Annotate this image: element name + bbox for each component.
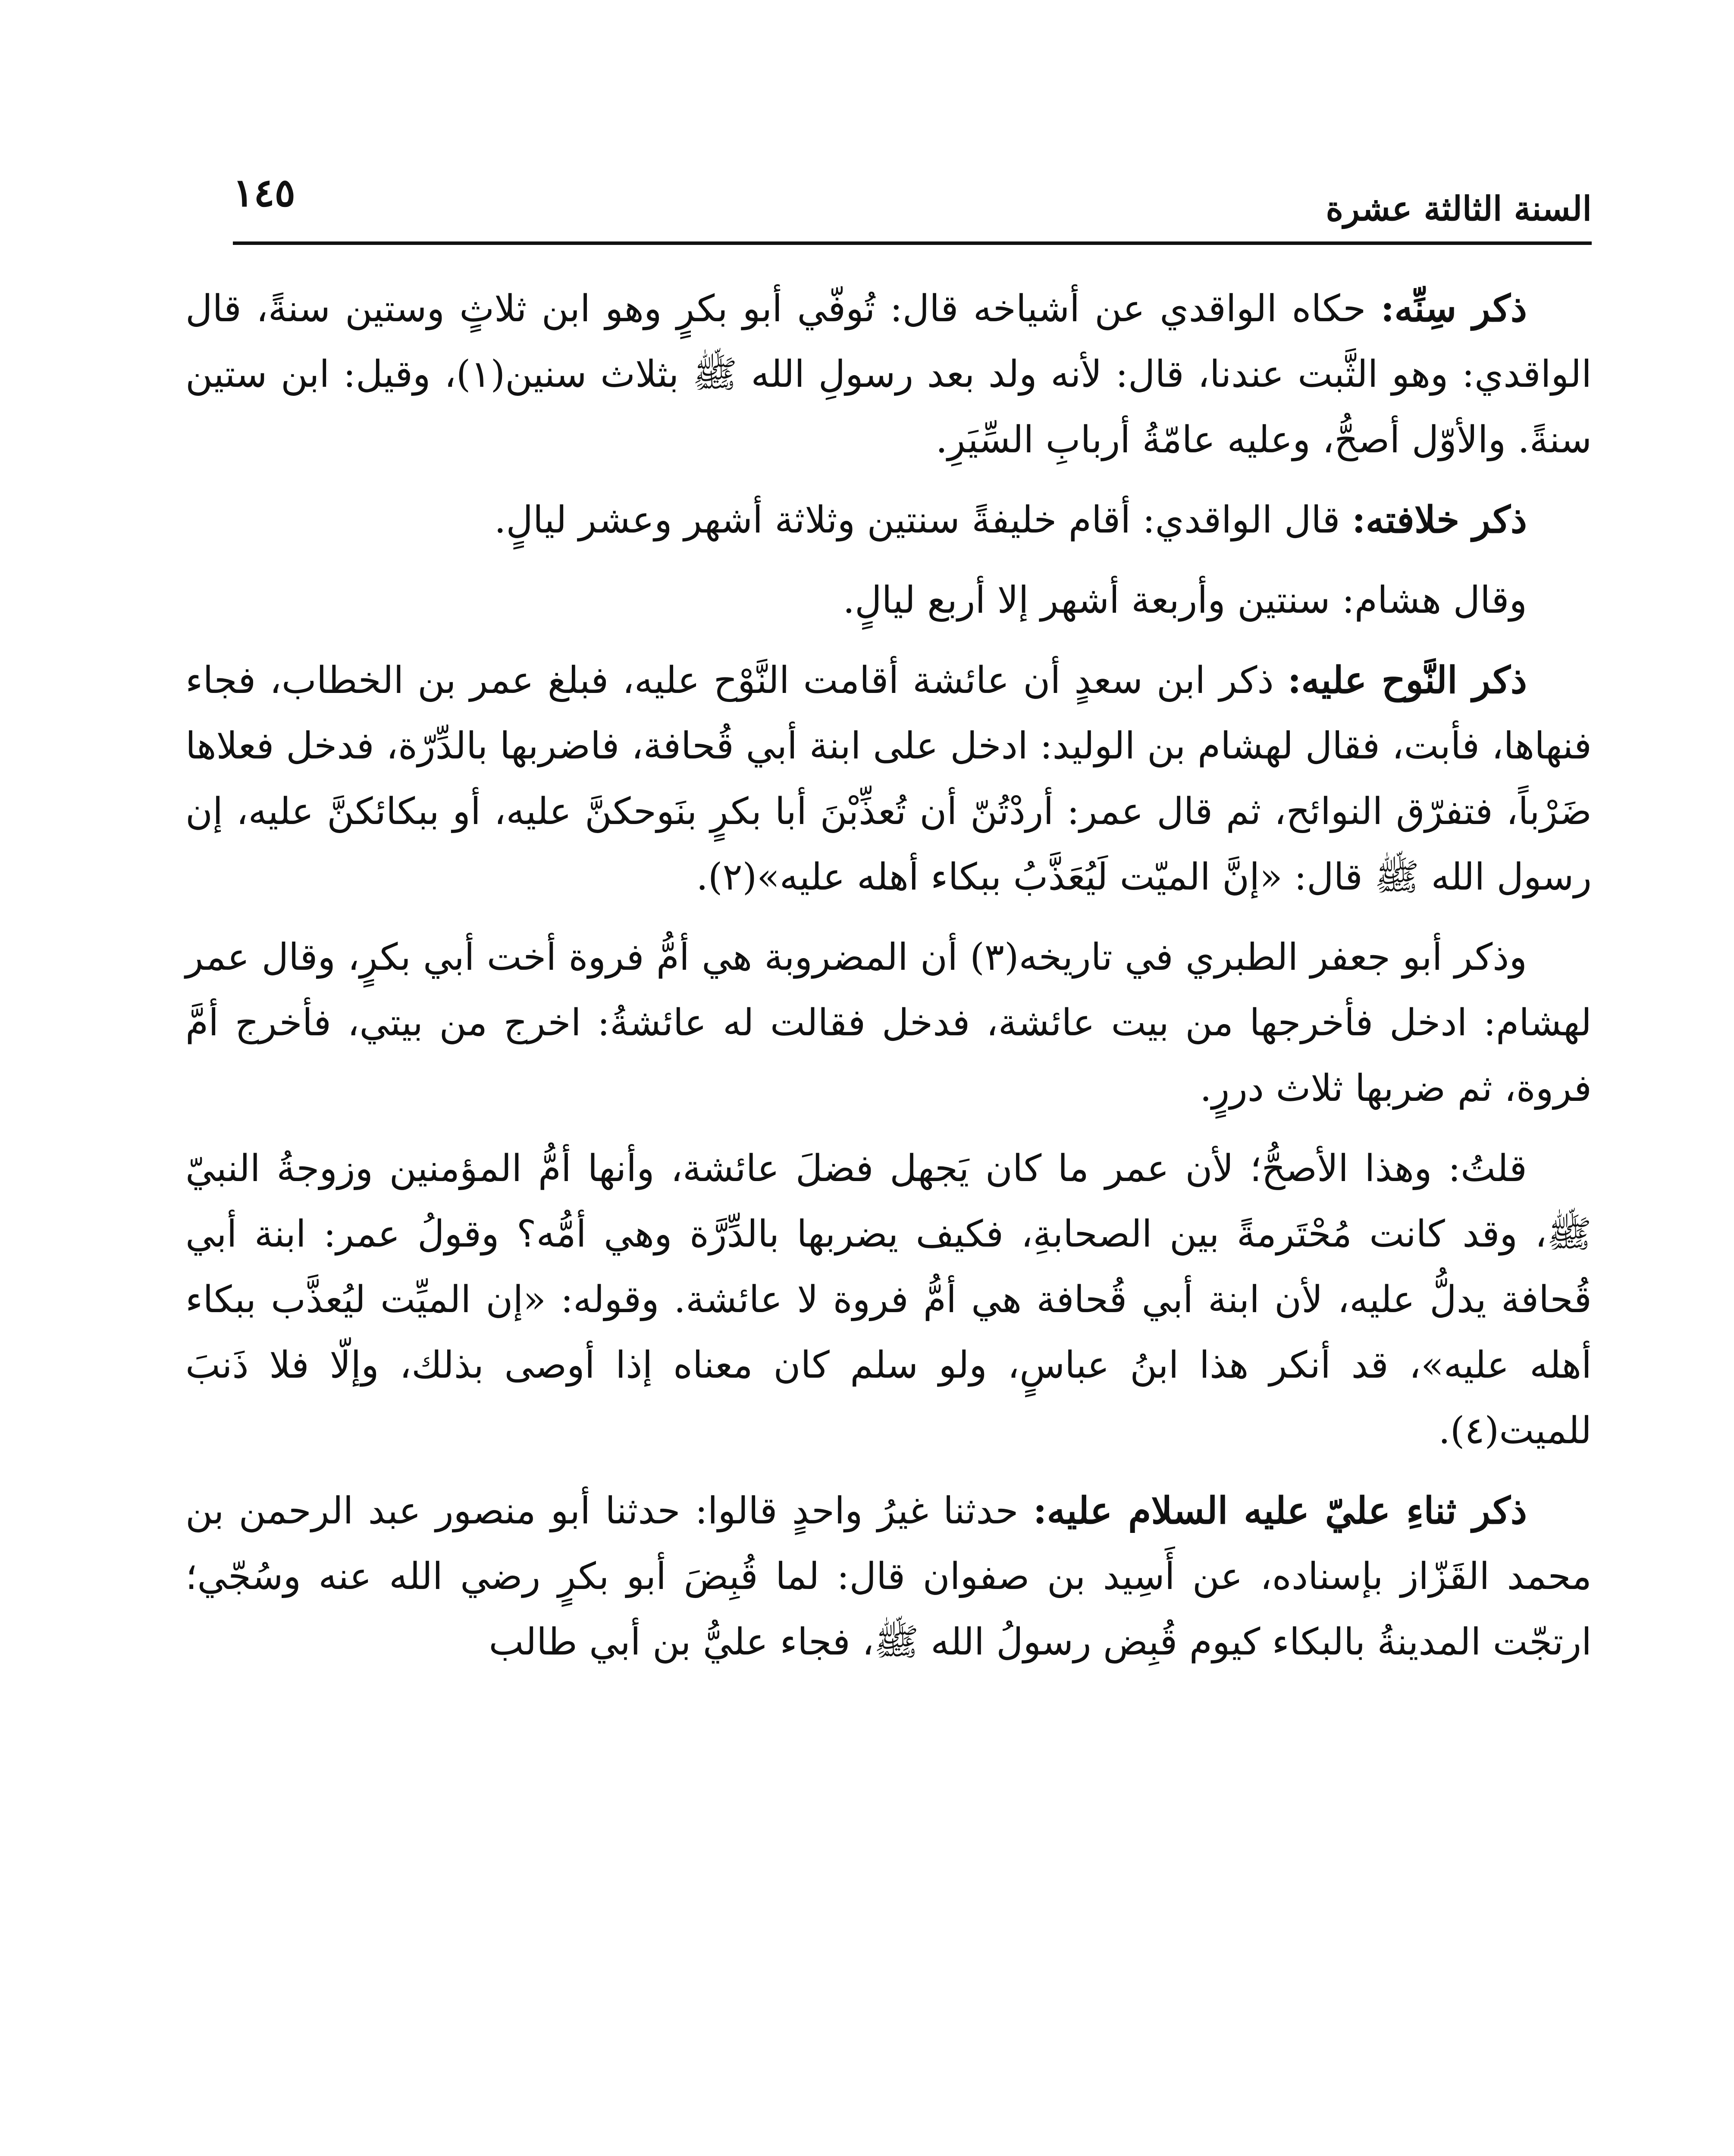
- paragraph-text: حكاه الواقدي عن أشياخه قال: تُوفّي أبو بكرٍ وهو ابن ثلاثٍ وستين سنةً، قال الواقدي: وهو الثَّبت عندنا، قال: لأنه ولد بعد رسولِ الله ﷺ بثلاث سنين(١)، وقيل: ابن ستين سنةً. والأوّل أصحُّ، وعليه عامّةُ أربابِ السِّيَرِ.: [185, 287, 1592, 461]
- page-header: [233, 142, 1592, 245]
- paragraph-text: قلتُ: وهذا الأصحُّ؛ لأن عمر ما كان يَجهل فضلَ عائشة، وأنها أمُّ المؤمنين وزوجةُ النبيّ ﷺ، وقد كانت مُحْتَرمةً بين الصحابةِ، فكيف يضربها بالدِّرَّة وهي أمُّه؟ وقولُ عمر: ابنة أبي قُحافة يدلُّ عليه، لأن ابنة أبي قُحافة هي أمُّ فروة لا عائشة. وقوله: «إن الميِّت ليُعذَّب ببكاء أهله عليه»، قد أنكر هذا ابنُ عباسٍ، ولو سلم كان معناه إذا أوصى بذلك، وإلّا فلا ذَنبَ للميت(٤).: [185, 1147, 1592, 1452]
- section-heading: ذكر ثناءِ عليّ عليه السلام عليه:: [1033, 1489, 1527, 1532]
- paragraph-mourning: [185, 648, 1592, 910]
- section-heading: ذكر خلافته:: [1351, 498, 1527, 542]
- section-heading: ذكر النَّوح عليه:: [1287, 658, 1527, 702]
- paragraph-text: وقال هشام: سنتين وأربعة أشهر إلا أربع ليالٍ.: [843, 579, 1527, 622]
- paragraph-text: قال الواقدي: أقام خليفةً سنتين وثلاثة أشهر وعشر ليالٍ.: [494, 498, 1352, 542]
- running-title: السنة الثالثة عشرة: [1326, 189, 1592, 229]
- paragraph-text: حدثنا غيرُ واحدٍ قالوا: حدثنا أبو منصور عبد الرحمن بن محمد القَزّاز بإسناده، عن أَسِيد بن صفوان قال: لما قُبِضَ أبو بكرٍ رضي الله عنه وسُجّي؛ ارتجّت المدينةُ بالبكاء كيوم قُبِض رسولُ الله ﷺ، فجاء عليُّ بن أبي طالب: [185, 1489, 1592, 1664]
- paragraph-hisham: [185, 567, 1592, 633]
- main-text: [185, 276, 1592, 1689]
- paragraph-text: ذكر ابن سعدٍ أن عائشة أقامت النَّوْح عليه، فبلغ عمر بن الخطاب، فجاء فنهاها، فأبت، فقال لهشام بن الوليد: ادخل على ابنة أبي قُحافة، فاضربها بالدِّرّة، فدخل فعلاها ضَرْباً، فتفرّق النوائح، ثم قال عمر: أردْتُنّ أن تُعذِّبْنَ أبا بكرٍ بنَوحكنَّ عليه، أو ببكائكنَّ عليه، إن رسول الله ﷺ قال: «إنَّ الميّت لَيُعَذَّبُ ببكاء أهله عليه»(٢).: [185, 659, 1592, 899]
- paragraph-caliphate: [185, 487, 1592, 553]
- paragraph-commentary: [185, 1136, 1592, 1463]
- paragraph-text: وذكر أبو جعفر الطبري في تاريخه(٣) أن المضروبة هي أمُّ فروة أخت أبي بكرٍ، وقال عمر لهشام: ادخل فأخرجها من بيت عائشة، فدخل فقالت له عائشةُ: اخرج من بيتي، فأخرج أمَّ فروة، ثم ضربها ثلاث دررٍ.: [185, 936, 1592, 1110]
- paragraph-ali-praise: [185, 1478, 1592, 1675]
- page-number: ١٤٥: [233, 170, 296, 216]
- paragraph-tabari: [185, 924, 1592, 1121]
- section-heading: ذكر سِنِّه:: [1380, 287, 1527, 330]
- paragraph-age: [185, 276, 1592, 473]
